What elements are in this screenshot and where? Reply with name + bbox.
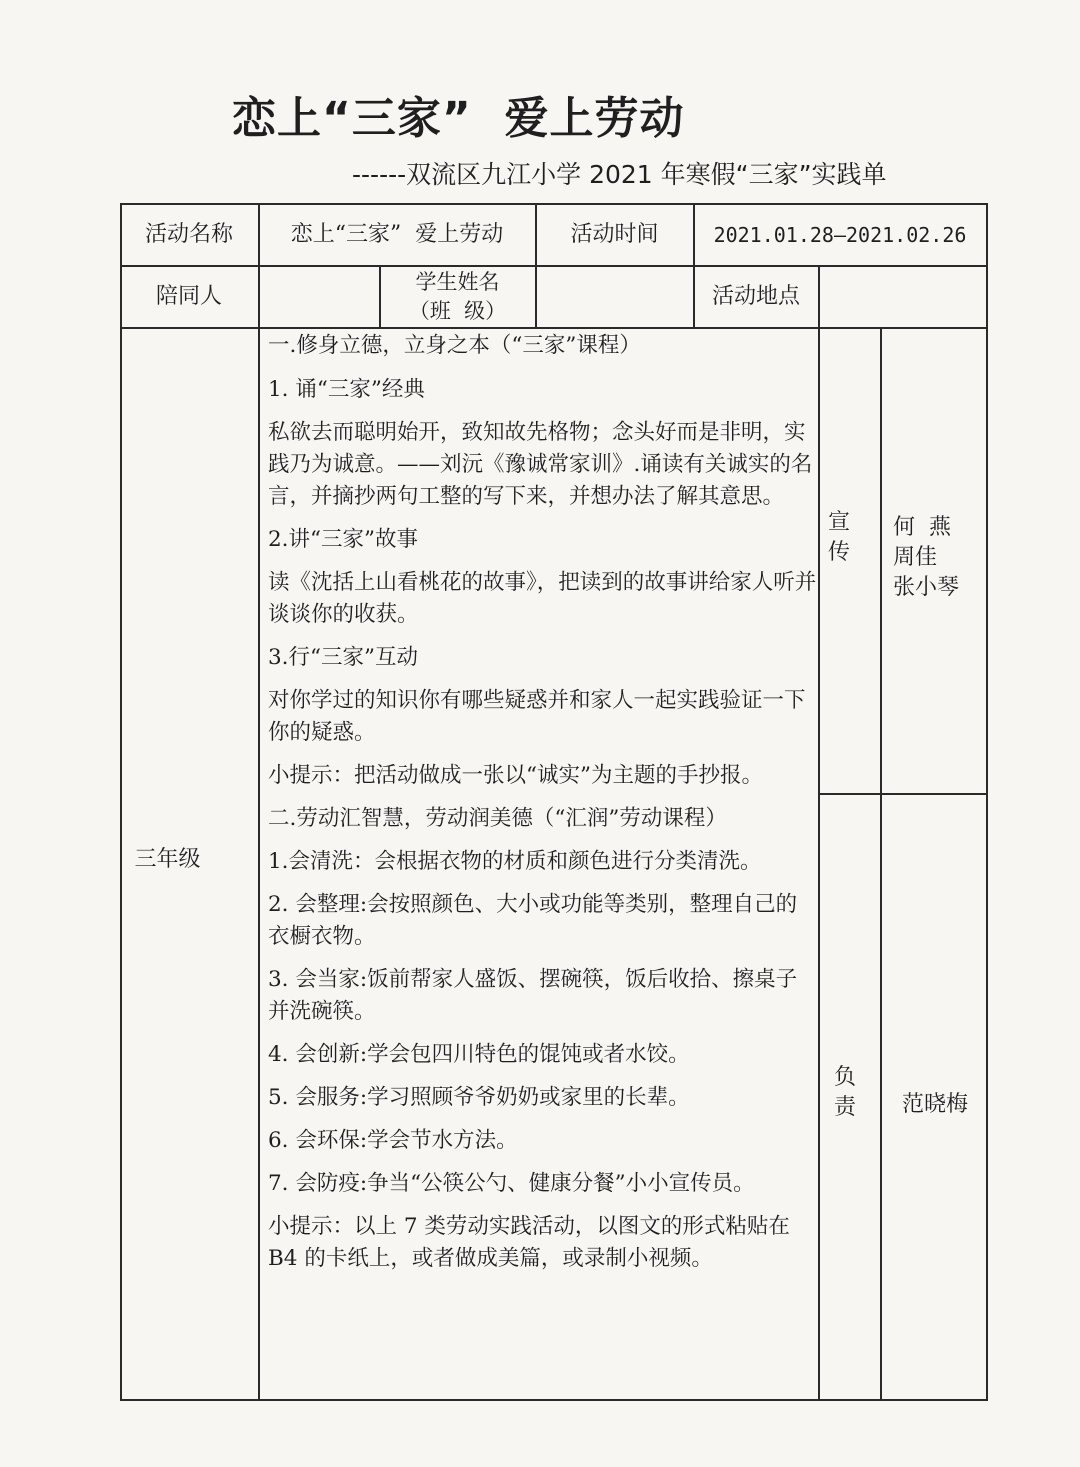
grade-label: 三年级 [134, 847, 201, 873]
labor-item-5: 5. 会服务:学习照顾爷爷奶奶或家里的长辈。 [268, 1085, 690, 1110]
document-subtitle: ------双流区九江小学 2021 年寒假“三家”实践单 [352, 160, 887, 189]
labor-item-3: 3. 会当家:饭前帮家人盛饭、摆碗筷，饭后收拾、擦桌子并洗碗筷。 [268, 967, 798, 1024]
item-3-title: 3.行“三家”互动 [268, 645, 418, 670]
item-1-text: 私欲去而聪明始开，致知故先格物；念头好而是非明，实践乃为诚意。——刘沅《豫诚常家训》.诵读有关诚实的名言，并摘抄两句工整的写下来，并想办法了解其意思。 [268, 420, 813, 509]
activity-name-value: 恋上“三家” 爱上劳动 [290, 222, 504, 248]
student-name-value [536, 266, 693, 327]
labor-item-4: 4. 会创新:学会包四川特色的馄饨或者水饺。 [268, 1042, 690, 1067]
tip-2: 小提示：以上 7 类劳动实践活动，以图文的形式粘贴在 B4 的卡纸上，或者做成美篇，或录制小视频。 [268, 1214, 790, 1271]
activity-time-value: 2021.01.28—2021.02.26 [713, 222, 967, 247]
labor-item-1: 1.会清洗：会根据衣物的材质和颜色进行分类清洗。 [268, 849, 762, 874]
side-row-divider [818, 793, 988, 795]
labor-item-2: 2. 会整理:会按照颜色、大小或功能等类别，整理自己的衣橱衣物。 [268, 892, 798, 949]
item-3-text: 对你学过的知识你有哪些疑惑并和家人一起实践验证一下你的疑惑。 [268, 688, 806, 745]
labor-item-7: 7. 会防疫:争当“公筷公勺、健康分餐”小小宣传员。 [268, 1171, 755, 1196]
activity-location-value [819, 266, 986, 327]
row-divider [120, 327, 988, 329]
tip-1: 小提示：把活动做成一张以“诚实”为主题的手抄报。 [268, 763, 763, 788]
col-divider [818, 265, 820, 1401]
item-1-title: 1. 诵“三家”经典 [268, 377, 425, 402]
responsible-label: 负 责 [834, 1065, 857, 1120]
publicity-people: 何 燕 周佳 张小琴 [893, 515, 960, 600]
col-divider [880, 327, 882, 1401]
activity-content [268, 330, 818, 1286]
item-2-title: 2.讲“三家”故事 [268, 527, 418, 552]
document-title: 恋上“三家” 爱上劳动 [232, 93, 685, 144]
activity-location-label: 活动地点 [711, 283, 800, 309]
activity-name-label: 活动名称 [144, 222, 233, 248]
section-2-title: 二.劳动汇智慧，劳动润美德（“汇润”劳动课程） [268, 806, 727, 831]
item-2-text: 读《沈括上山看桃花的故事》，把读到的故事讲给家人听并谈谈你的收获。 [268, 570, 817, 627]
activity-time-label: 活动时间 [570, 222, 659, 248]
col-divider [258, 203, 260, 1401]
student-name-class-label: 学生姓名 （班 级） [408, 270, 507, 323]
publicity-label: 宣 传 [828, 510, 851, 565]
section-1-title: 一.修身立德，立身之本（“三家”课程） [268, 333, 641, 358]
responsible-person: 范晓梅 [902, 1092, 969, 1117]
companion-value [259, 266, 379, 327]
labor-item-6: 6. 会环保:学会节水方法。 [268, 1128, 518, 1153]
companion-label: 陪同人 [155, 283, 222, 309]
